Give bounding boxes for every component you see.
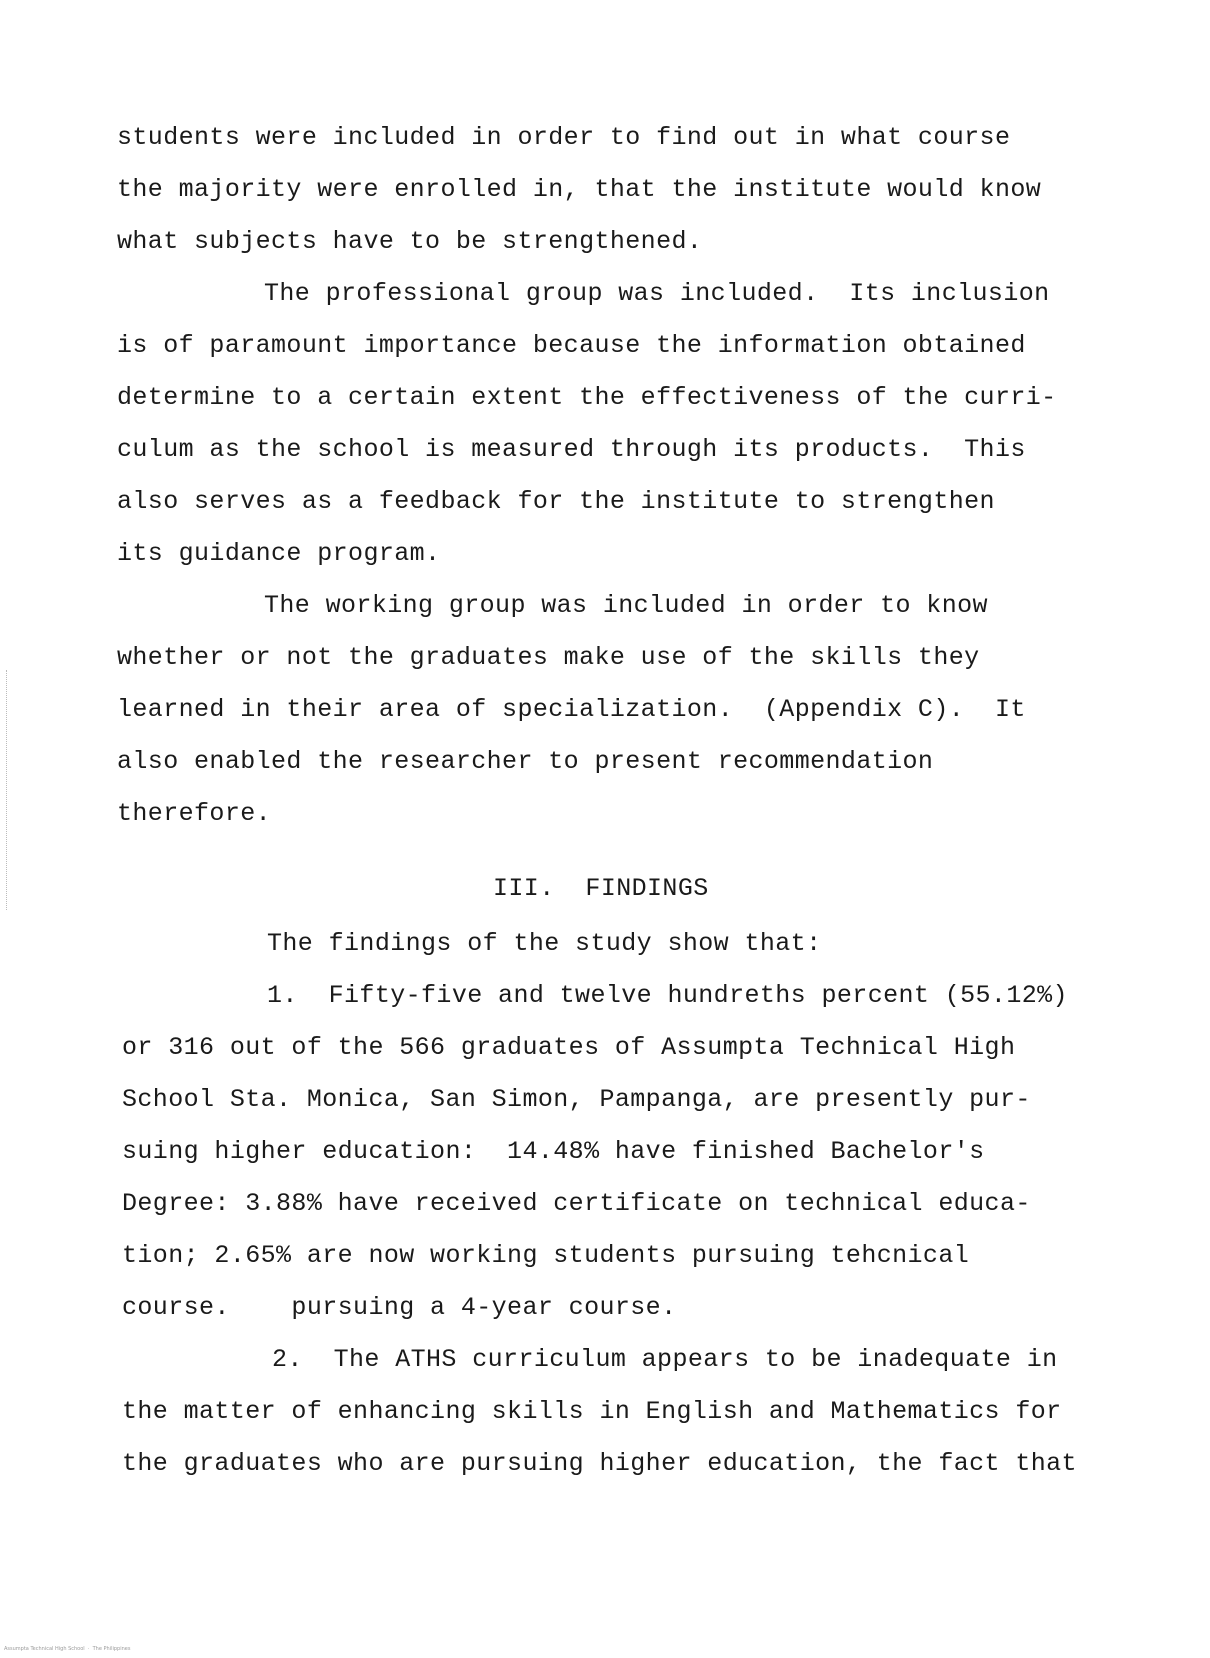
section-heading: III. FINDINGS [493,874,709,903]
text-line-3: what subjects have to be strengthened. [117,227,703,256]
text-line-17: or 316 out of the 566 graduates of Assumpta Technical High [122,1033,1016,1062]
text-line-6: determine to a certain extent the effectiveness of the curri- [117,383,1057,412]
text-line-1: students were included in order to find out in what course [117,123,1011,152]
text-line-16: 1. Fifty-five and twelve hundreths percent (55.12%) [267,981,1068,1010]
text-line-8: also serves as a feedback for the institute to strengthen [117,487,995,516]
text-line-13: also enabled the researcher to present recommendation [117,747,934,776]
text-line-25: the graduates who are pursuing higher education, the fact that [122,1449,1077,1478]
text-line-5: is of paramount importance because the information obtained [117,331,1026,360]
scan-footer-note: Assumpta Technical High School · The Philippines [4,1646,131,1652]
text-line-4: The professional group was included. Its inclusion [264,279,1050,308]
text-line-22: course. pursuing a 4-year course. [122,1293,677,1322]
text-line-2: the majority were enrolled in, that the institute would know [117,175,1042,204]
text-line-7: culum as the school is measured through its products. This [117,435,1026,464]
text-line-18: School Sta. Monica, San Simon, Pampanga, are presently pur- [122,1085,1031,1114]
text-line-20: Degree: 3.88% have received certificate on technical educa- [122,1189,1031,1218]
text-line-10: The working group was included in order to know [264,591,988,620]
text-line-19: suing higher education: 14.48% have finished Bachelor's [122,1137,985,1166]
text-line-9: its guidance program. [117,539,441,568]
text-line-11: whether or not the graduates make use of the skills they [117,643,980,672]
text-line-24: the matter of enhancing skills in English and Mathematics for [122,1397,1062,1426]
text-line-12: learned in their area of specialization. (Appendix C). It [117,695,1026,724]
text-line-15: The findings of the study show that: [267,929,822,958]
text-line-14: therefore. [117,799,272,828]
text-line-21: tion; 2.65% are now working students pursuing tehcnical [122,1241,970,1270]
margin-scan-marks [6,670,10,910]
text-line-23: 2. The ATHS curriculum appears to be inadequate in [272,1345,1058,1374]
